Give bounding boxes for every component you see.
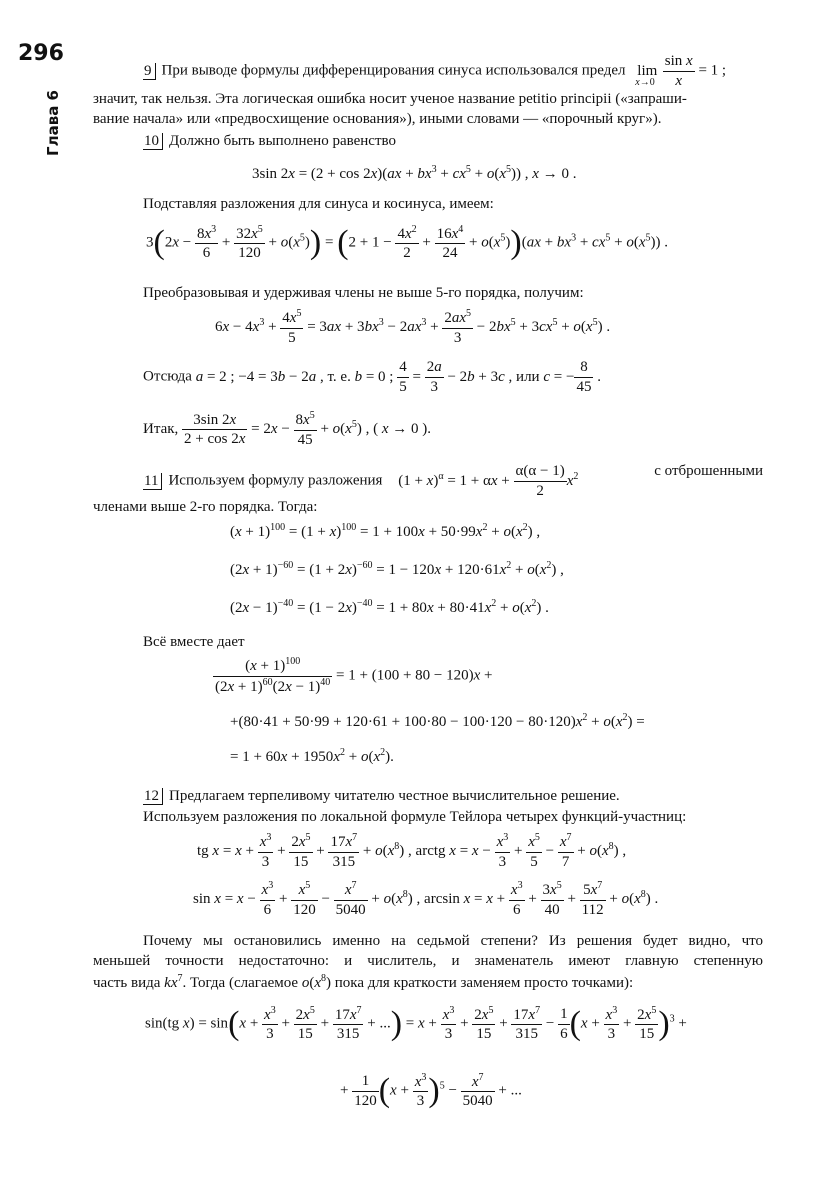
equation: $(x + 1)^{100} = (1 + x)^{100} = 1 + 100x + 50\cdot 99x^2 + o(x^2)$ , [230,522,541,540]
equation: = $1 + 60x + 1950x^2 + o(x^2)$. [230,747,394,765]
text-line: Используем разложения по локальной формуле Тейлора четырех функций-участниц: [143,809,687,825]
equation: $(2x - 1)^{-40} = (1 - 2x)^{-40} = 1 + 80x + 80\cdot 41x^2 + o(x^2)$ . [230,598,549,616]
text-line: с отброшенными [654,463,763,479]
text-line: Предлагаем терпеливому читателю честное вычислительное решение. [169,788,620,804]
text-line: Всё вместе дает [143,634,245,650]
equation: sin x = x − $\frac{x^3}{6}$ + $\frac{x^5}{120}$ − $\frac{x^7}{5040}$ + $o(x^8)$ , arcsin x = x + $\frac{x^3}{6}$ + $\frac{3x^5}{40}$ + $\frac{5x^7}{112}$ + $o(x^8)$ . [193,880,659,918]
text-line: Почему мы остановились именно на седьмой степени? Из решения будет видно, что [143,933,763,949]
text-line: часть вида [93,975,161,991]
equation: + $\frac{1}{120}$ (x + $\frac{x^3}{3}$ )$^5$ − $\frac{x^7}{5040}$ + ... [340,1071,522,1110]
equation: $+(80\cdot 41 + 50\cdot 99 + 120\cdot 61 + 100\cdot 80 - 100\cdot 120 - 80\cdot 120)x^2 + o(x^2)$ = [230,712,645,730]
text-line: вание начала» или «предвосхищение основания»), иными словами — «порочный круг»). [93,111,662,127]
item-number: 10 [143,133,163,150]
item-9-line: 9 При выводе формулы дифференцирования синуса использовался предел $\lim_{x\to 0}$ $\frac{\text{sin x}}{x}$ = 1 ; [144,53,727,89]
equation: $\frac{(x + 1)^{100}}{(2x + 1)^{60}(2x - 1)^{40}}$ = 1 + (100 + 80 − 120)x + [215,656,493,695]
text-line: пока для краткости заменяем просто точками): [334,975,634,991]
item-number: 11 [143,473,162,490]
item-11-line: 11 Используем формулу разложения $(1 + x)^\alpha = 1 + \alpha x$ + $\frac{\alpha(\alpha - 1)}{2}$ $x^2$ с отброшенными [144,463,763,499]
text-line-composite: часть вида $kx^7$. Тогда (слагаемое $o(x^8)$ пока для краткости заменяем просто точками): [93,973,634,991]
chapter-label: Глава 6 [44,90,62,156]
item-number: 12 [143,788,163,805]
text-line: Используем формулу разложения [168,472,383,489]
text-line: При выводе формулы дифференцирования синуса использовался предел [161,62,626,79]
item-12-line [143,787,620,806]
item-10-line [143,132,396,151]
equation: sin(tg x) = sin(x + $\frac{x^3}{3}$ + $\frac{2x^5}{15}$ + $\frac{17x^7}{315}$ + ...) = x + $\frac{x^3}{3}$ + $\frac{2x^5}{15}$ + $\frac{17x^7}{315}$ − $\frac{1}{6}$ (x + $\frac{x^3}{3}$ + $\frac{2x^5}{15}$ )$^3$ + [145,1004,687,1043]
text-line: Должно быть выполнено равенство [169,133,396,149]
page-number: 296 [18,41,64,66]
text-line: . Тогда (слагаемое [182,975,299,991]
text-line: значит, так нельзя. Эта логическая ошибка носит ученое название petitio principii («запраши- [93,91,687,107]
text-line: меньшей точности недостаточно: и числитель, и знаменатель имеют главную степенную [93,953,763,969]
result-line: Отсюда a = 2 ; −4 = 3b − 2a , т. е. b = 0 ; $\frac{4}{5}$ = $\frac{2a}{3}$ − 2b + 3c , или c = − $\frac{8}{45}$ . [143,359,601,395]
text-line: Преобразовывая и удерживая члены не выше 5-го порядка, получим: [143,285,584,301]
text-line: Подставляя разложения для синуса и косинуса, имеем: [143,196,494,212]
equation: 3sin $2x = (2 + \cos 2x)(ax + bx^3 + cx^5 + o(x^5))$ , x → 0 . [252,164,577,182]
equation: tg x = x + $\frac{x^3}{3}$ + $\frac{2x^5}{15}$ + $\frac{17x^7}{315}$ + $o(x^8)$ , arctg x = x − $\frac{x^3}{3}$ + $\frac{x^5}{5}$ − $\frac{x^7}{7}$ + $o(x^8)$ , [197,832,627,870]
text-line: Итак, [143,421,179,438]
equation: $(2x + 1)^{-60} = (1 + 2x)^{-60} = 1 - 120x + 120\cdot 61x^2 + o(x^2)$ , [230,560,564,578]
item-number: 9 [143,63,156,80]
text-line: членами выше 2-го порядка. Тогда: [93,499,318,515]
equation: 3(2x − $\frac{8x^3}{6}$ + $\frac{32x^5}{120}$ + $o(x^5)) = (2 + 1$ − $\frac{4x^2}{2}$ + $\frac{16x^4}{24}$ + $o(x^5))(ax + bx^3 + cx^5 + o(x^5))$ . [146,223,668,262]
result-line: Итак, $\frac{3\sin 2x}{2 + \cos 2x}$ = 2x − $\frac{8x^5}{45}$ + $o(x^5)$ , ( x → 0 ). [143,410,432,448]
equation: $6x - 4x^3$ + $\frac{4x^5}{5}$ = $3ax + 3bx^3 - 2ax^3$ + $\frac{2ax^5}{3}$ − $2bx^5 + 3cx^5 + o(x^5)$ . [215,308,611,346]
text-line: Отсюда [143,368,192,385]
